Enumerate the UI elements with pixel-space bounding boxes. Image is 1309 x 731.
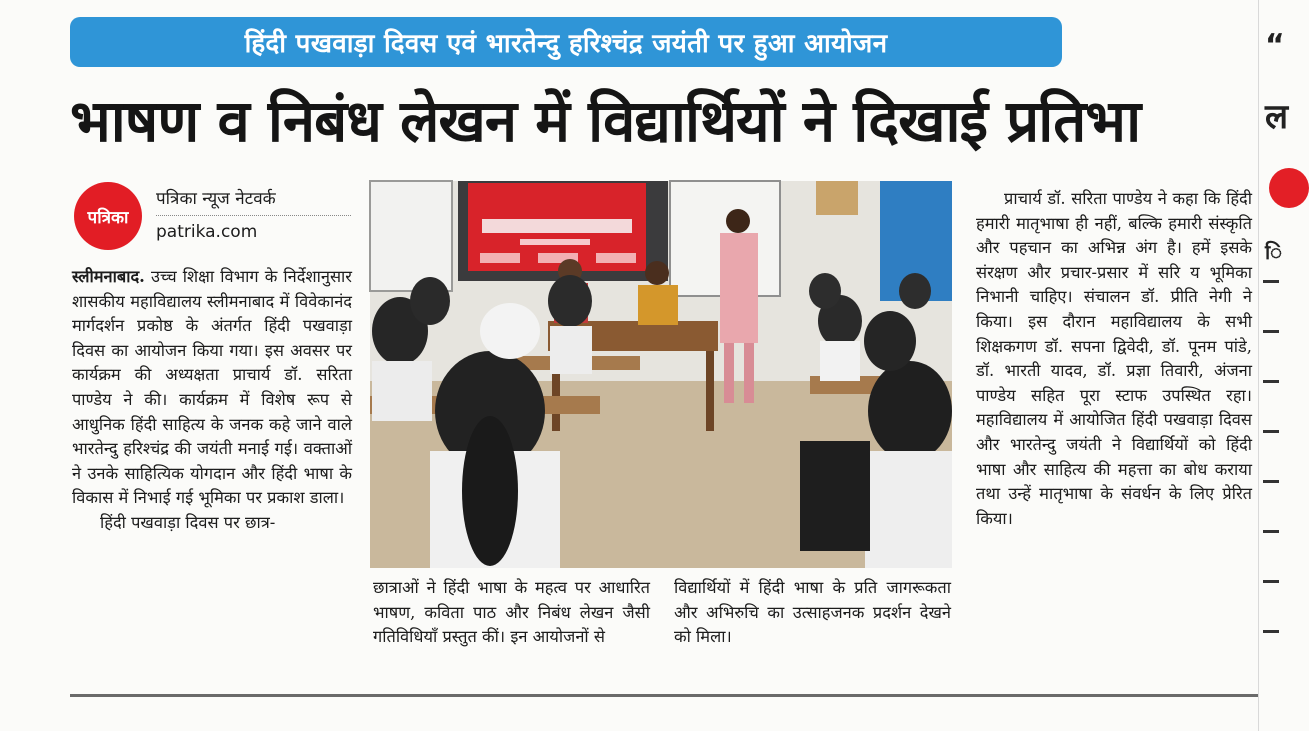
column-2 (373, 576, 650, 650)
col1-para2: हिंदी पखवाड़ा दिवस पर छात्र- (100, 512, 276, 532)
adjacent-article-edge: “ ल ि (1258, 0, 1281, 731)
byline (74, 180, 354, 250)
column-3 (674, 576, 951, 650)
bottom-rule (70, 694, 1258, 697)
news-network-label: पत्रिका न्यूज नेटवर्क (156, 189, 276, 209)
dateline: स्लीमनाबाद. (72, 267, 145, 286)
col1-para1: उच्च शिक्षा विभाग के निर्देशानुसार शासकीय महाविद्यालय स्लीमनाबाद में विवेकानंद मार्गदर्शन प्रकोष्ठ के अंतर्गत हिंदी पखवाड़ा दिवस का आयोजन किया गया। इस अवसर पर कार्यक्रम की अध्यक्षता प्राचार्य डॉ. सरिता पाण्डेय ने की। कार्यक्रम में विशेष रूप से आधुनिक हिंदी साहित्य के जनक कहे जाने वाले भारतेन्दु हरिश्चंद्र की जयंती मनाई गई। वक्ताओं ने उनके साहित्यिक योगदान और हिंदी भाषा के विकास में निभाई गई भूमिका पर प्रकाश डाला। (72, 267, 352, 508)
website-label: patrika.com (156, 222, 258, 242)
column-1 (72, 265, 352, 536)
col4-text: प्राचार्य डॉ. सरिता पाण्डेय ने कहा कि हिंदी हमारी मातृभाषा ही नहीं, बल्कि हमारी संस्कृति और पहचान का अभिन्न अंग है। हमें इसके संरक्षण और प्रचार-प्रसार में सरि य भूमिका निभानी चाहिए। संचालन डॉ. प्रीति नेगी ने किया। इस दौरान महाविद्यालय के सभी शिक्षकगण डॉ. सपना द्विवेदी, डॉ. पूनम पांडे, डॉ. भारती यादव, डॉ. प्रज्ञा तिवारी, अंजना पाण्डेय सहित पूरा स्टाफ उपस्थित रहा। महाविद्यालय में आयोजित हिंदी पखवाड़ा दिवस और भारतेन्दु जयंती ने विद्यार्थियों को हिंदी भाषा और साहित्य की महत्ता का बोध कराया तथा उन्हें मातृभाषा के संवर्धन के लिए प्रेरित किया। (976, 189, 1252, 528)
event-photo (370, 181, 952, 568)
headline: भाषण व निबंध लेखन में विद्यार्थियों ने दिखाई प्रतिभा (70, 87, 1141, 155)
col2-text: छात्राओं ने हिंदी भाषा के महत्व पर आधारित भाषण, कविता पाठ और निबंध लेखन जैसी गतिविधियाँ प्रस्तुत कीं। इन आयोजनों से (373, 578, 650, 647)
column-4 (976, 187, 1252, 531)
kicker-text: हिंदी पखवाड़ा दिवस एवं भारतेन्दु हरिश्चंद्र जयंती पर हुआ आयोजन (244, 29, 888, 59)
col3-text: विद्यार्थियों में हिंदी भाषा के प्रति जागरूकता और अभिरुचि का उत्साहजनक प्रदर्शन देखने को मिला। (674, 578, 951, 647)
logo-text: पत्रिका (87, 207, 129, 228)
patrika-logo (74, 182, 142, 250)
kicker-banner (70, 17, 1062, 67)
